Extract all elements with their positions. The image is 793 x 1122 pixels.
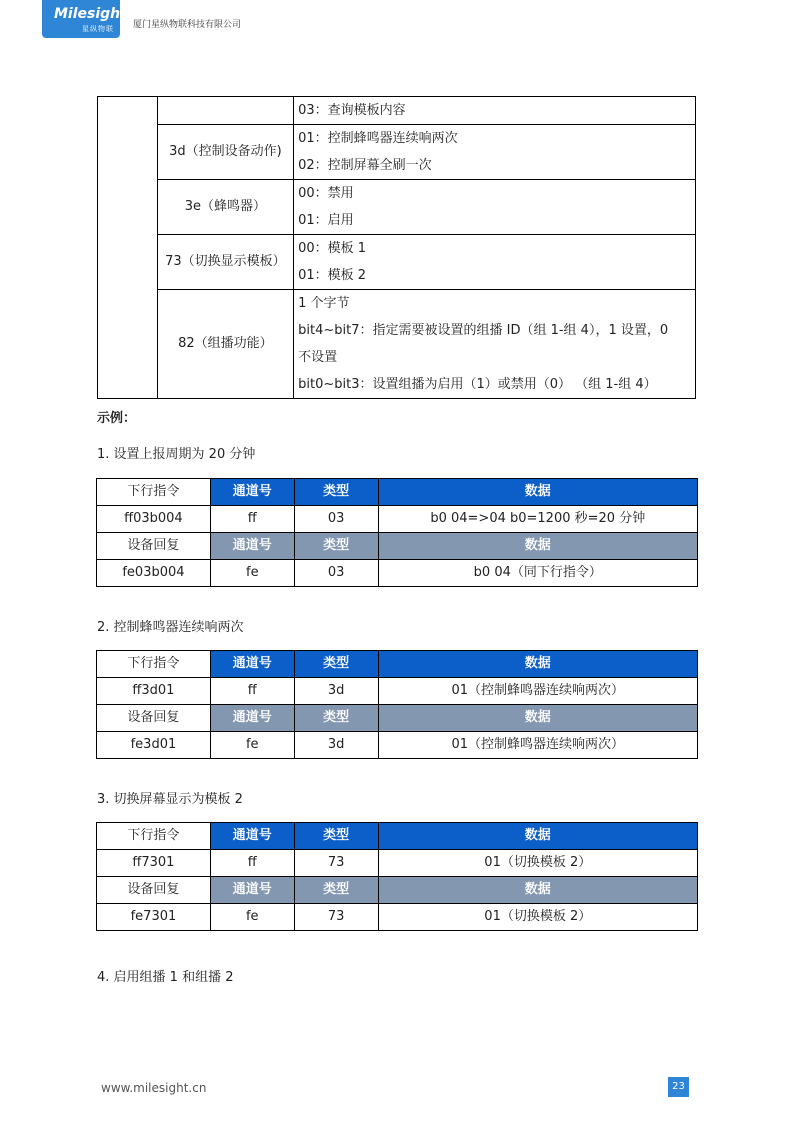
type-header: 类型: [294, 877, 378, 904]
company-name: 厦门星纵物联科技有限公司: [133, 20, 242, 30]
channel-value: ff: [210, 678, 294, 705]
channel-value: ff: [210, 506, 294, 533]
spec-name-cell: [157, 97, 293, 125]
data-value: b0 04=>04 b0=1200 秒=20 分钟: [378, 506, 697, 533]
downlink-label: 下行指令: [97, 479, 211, 506]
reply-cmd: fe7301: [97, 904, 211, 931]
spec-value-cell: [294, 235, 696, 290]
type-header: 类型: [294, 651, 378, 678]
spec-value-line: bit0~bit3：设置组播为启用（1）或禁用（0） （组 1-组 4）: [298, 377, 657, 392]
type-value: 03: [294, 560, 378, 587]
spec-value-line: 01：控制蜂鸣器连续响两次: [298, 131, 458, 146]
data-header: 数据: [378, 877, 697, 904]
spec-value-line: 01：启用: [298, 213, 354, 228]
spec-value-line: 01：模板 2: [298, 268, 367, 283]
type-value: 03: [294, 506, 378, 533]
example-title: 4. 启用组播 1 和组播 2: [97, 970, 234, 985]
downlink-cmd: ff3d01: [97, 678, 211, 705]
table-row: [98, 180, 696, 235]
channel-header: 通道号: [210, 877, 294, 904]
channel-header: 通道号: [210, 533, 294, 560]
type-header: 类型: [294, 479, 378, 506]
type-header: 类型: [294, 823, 378, 850]
data-value: 01（控制蜂鸣器连续响两次）: [378, 732, 697, 759]
table-row: [97, 705, 698, 732]
reply-label: 设备回复: [97, 705, 211, 732]
example-title: 1. 设置上报周期为 20 分钟: [97, 447, 256, 462]
example-title: 2. 控制蜂鸣器连续响两次: [97, 620, 244, 635]
data-header: 数据: [378, 479, 697, 506]
type-value: 3d: [294, 678, 378, 705]
table-row: [97, 850, 698, 877]
table-row: [97, 506, 698, 533]
table-row: [98, 290, 696, 399]
type-value: 73: [294, 850, 378, 877]
spec-value-cell: [294, 180, 696, 235]
example-heading: 示例：: [97, 411, 137, 426]
table-row: [98, 97, 696, 125]
table-row: [97, 904, 698, 931]
spec-value-line: bit4~bit7：指定需要被设置的组播 ID（组 1-组 4），1 设置，0: [298, 323, 669, 338]
table-row: [98, 235, 696, 290]
merged-cell: [98, 97, 158, 399]
spec-value-line: 1 个字节: [298, 296, 350, 311]
table-row: [97, 651, 698, 678]
data-header: 数据: [378, 533, 697, 560]
spec-value-line: 00：禁用: [298, 186, 354, 201]
data-header: 数据: [378, 651, 697, 678]
logo-sub-text: 星纵物联: [82, 25, 114, 33]
footer-url: www.milesight.cn: [101, 1081, 207, 1095]
type-value: 73: [294, 904, 378, 931]
spec-name-cell: 3e（蜂鸣器）: [157, 180, 293, 235]
spec-value-line: 03：查询模板内容: [298, 103, 406, 118]
channel-value: ff: [210, 850, 294, 877]
downlink-cmd: ff03b004: [97, 506, 211, 533]
table-row: [97, 533, 698, 560]
channel-value: fe: [210, 560, 294, 587]
spec-name-cell: 82（组播功能）: [157, 290, 293, 399]
type-header: 类型: [294, 533, 378, 560]
table-row: [97, 678, 698, 705]
data-value: 01（控制蜂鸣器连续响两次）: [378, 678, 697, 705]
spec-value-line: 不设置: [298, 350, 338, 365]
reply-label: 设备回复: [97, 877, 211, 904]
channel-header: 通道号: [210, 479, 294, 506]
data-value: 01（切换模板 2）: [378, 850, 697, 877]
data-value: b0 04（同下行指令）: [378, 560, 697, 587]
type-value: 3d: [294, 732, 378, 759]
type-header: 类型: [294, 705, 378, 732]
data-header: 数据: [378, 705, 697, 732]
channel-header: 通道号: [210, 705, 294, 732]
spec-value-line: 02：控制屏幕全刷一次: [298, 158, 432, 173]
table-row: [97, 823, 698, 850]
downlink-cmd: ff7301: [97, 850, 211, 877]
channel-value: fe: [210, 904, 294, 931]
spec-value-cell: [294, 97, 696, 125]
spec-value-cell: [294, 290, 696, 399]
spec-name-cell: 3d（控制设备动作): [157, 125, 293, 180]
downlink-label: 下行指令: [97, 651, 211, 678]
channel-value: fe: [210, 732, 294, 759]
table-row: [97, 732, 698, 759]
milesight-logo: [42, 0, 127, 38]
example-table: [96, 650, 698, 759]
spec-value-cell: [294, 125, 696, 180]
table-row: [97, 877, 698, 904]
reply-cmd: fe3d01: [97, 732, 211, 759]
page-number: 23: [668, 1077, 689, 1097]
table-row: [98, 125, 696, 180]
spec-value-line: 00：模板 1: [298, 241, 367, 256]
reply-cmd: fe03b004: [97, 560, 211, 587]
data-header: 数据: [378, 823, 697, 850]
channel-header: 通道号: [210, 651, 294, 678]
data-value: 01（切换模板 2）: [378, 904, 697, 931]
example-title: 3. 切换屏幕显示为模板 2: [97, 792, 243, 807]
table-row: [97, 479, 698, 506]
command-spec-table: [97, 96, 696, 399]
channel-header: 通道号: [210, 823, 294, 850]
logo-text: Milesight: [54, 6, 127, 22]
table-row: [97, 560, 698, 587]
spec-name-cell: 73（切换显示模板）: [157, 235, 293, 290]
downlink-label: 下行指令: [97, 823, 211, 850]
example-table: [96, 478, 698, 587]
reply-label: 设备回复: [97, 533, 211, 560]
example-table: [96, 822, 698, 931]
